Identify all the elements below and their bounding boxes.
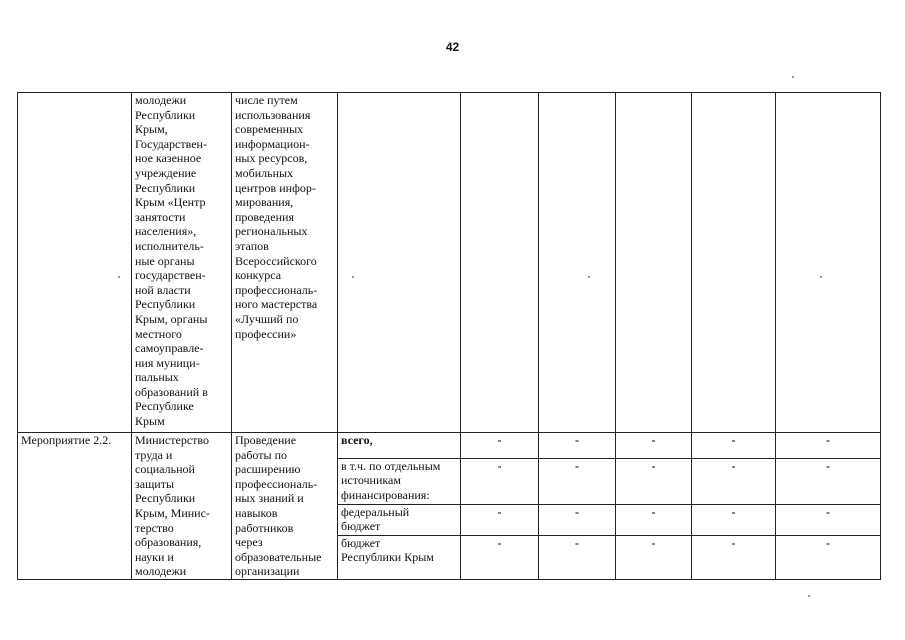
scan-speck bbox=[118, 276, 120, 278]
funding-table bbox=[17, 92, 881, 580]
table-row bbox=[18, 433, 881, 459]
value-cell: - bbox=[692, 458, 776, 504]
value-cell bbox=[692, 93, 776, 433]
source-cell: бюджет Республики Крым bbox=[338, 535, 461, 579]
table-row bbox=[18, 93, 881, 433]
value-cell: - bbox=[616, 433, 692, 459]
activity-name-cell: Мероприятие 2.2. bbox=[18, 433, 132, 580]
scan-speck bbox=[820, 276, 822, 278]
activity-cell bbox=[18, 93, 132, 433]
value-cell: - bbox=[461, 458, 539, 504]
scan-speck bbox=[808, 595, 810, 597]
value-cell: - bbox=[692, 433, 776, 459]
value-cell bbox=[461, 93, 539, 433]
value-cell: - bbox=[539, 535, 616, 579]
value-cell: - bbox=[616, 458, 692, 504]
value-cell: - bbox=[692, 535, 776, 579]
value-cell: - bbox=[461, 535, 539, 579]
value-cell: - bbox=[776, 504, 881, 535]
description-cell: числе путем использования современных информацион- ных ресурсов, мобильных центров инфор- мирования, проведения региональных этапов Всероссийского конкурса профессиональ- ного мастерства «Лучший по профессии» bbox=[232, 93, 338, 433]
value-cell: - bbox=[461, 504, 539, 535]
value-cell: - bbox=[539, 458, 616, 504]
scan-speck bbox=[792, 76, 794, 78]
value-cell: - bbox=[539, 433, 616, 459]
value-cell bbox=[776, 93, 881, 433]
value-cell: - bbox=[616, 504, 692, 535]
executors-cell: молодежи Республики Крым, Государствен- ное казенное учреждение Республики Крым «Центр занятости населения», исполнитель- ные органы государствен- ной власти Республики Крым, органы местного самоуправле- ния муници- пальных образований в Республике Крым bbox=[132, 93, 232, 433]
source-cell: всего, bbox=[338, 433, 461, 459]
description-cell: Проведение работы по расширению профессиональ- ных знаний и навыков работников через образовательные организации bbox=[232, 433, 338, 580]
scan-speck bbox=[352, 276, 354, 278]
value-cell: - bbox=[776, 433, 881, 459]
value-cell: - bbox=[692, 504, 776, 535]
source-cell bbox=[338, 93, 461, 433]
executors-cell: Министерство труда и социальной защиты Республики Крым, Минис- терство образования, науки и молодежи bbox=[132, 433, 232, 580]
scan-speck bbox=[588, 276, 590, 278]
value-cell bbox=[616, 93, 692, 433]
value-cell: - bbox=[776, 458, 881, 504]
value-cell: - bbox=[776, 535, 881, 579]
value-cell bbox=[539, 93, 616, 433]
value-cell: - bbox=[539, 504, 616, 535]
source-cell: федеральный бюджет bbox=[338, 504, 461, 535]
page-number: 42 bbox=[445, 40, 460, 54]
value-cell: - bbox=[461, 433, 539, 459]
source-cell: в т.ч. по отдельным источникам финансирования: bbox=[338, 458, 461, 504]
value-cell: - bbox=[616, 535, 692, 579]
